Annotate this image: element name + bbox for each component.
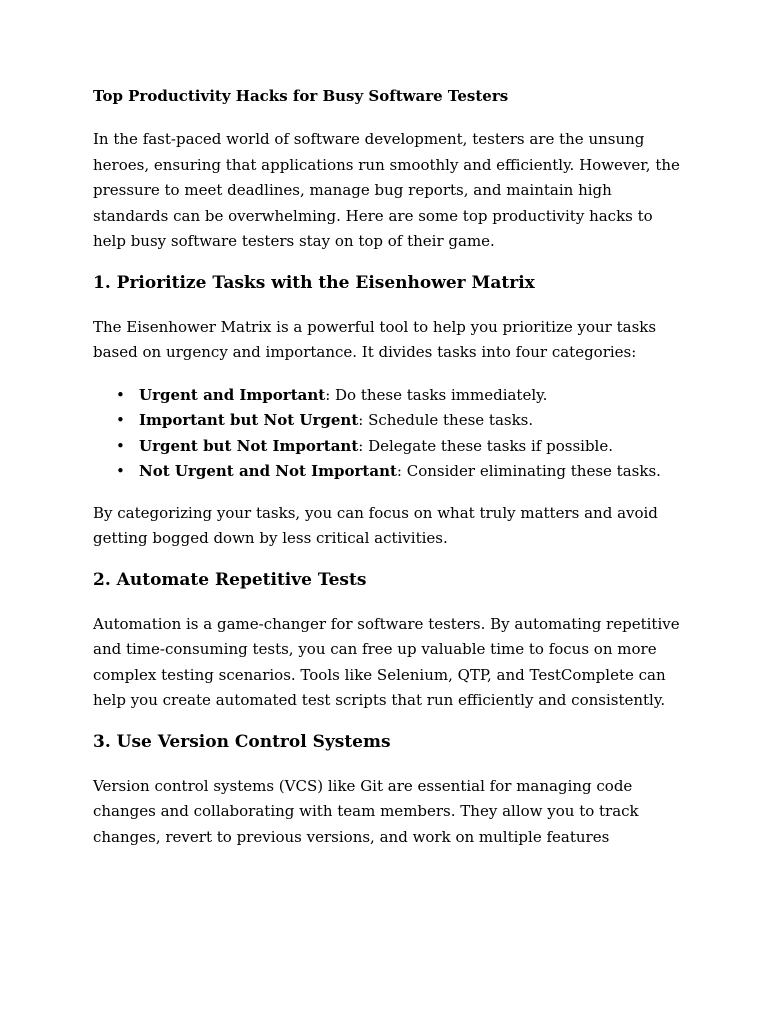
list-item-term: Important but Not Urgent — [139, 411, 359, 429]
list-item-text: : Consider eliminating these tasks. — [396, 462, 661, 480]
section-1-heading: 1. Prioritize Tasks with the Eisenhower Matrix — [93, 272, 535, 293]
section-2-heading: 2. Automate Repetitive Tests — [93, 569, 367, 590]
list-item-text: : Do these tasks immediately. — [325, 385, 548, 404]
list-item — [139, 383, 683, 409]
list-item-text: : Schedule these tasks. — [358, 411, 534, 429]
list-item-term: Urgent but Not Important — [139, 436, 359, 455]
document-page — [93, 86, 683, 867]
section-2-paragraph: Automation is a game-changer for software testers. By automating repetitive and time-consuming tests, you can free up valuable time to focus on more complex testing scenarios. Tools like Selenium, QTP, and TestComplete can help you create automated test scripts that run efficiently and consistently. — [93, 614, 680, 709]
list-item-text: : Delegate these tasks if possible. — [358, 436, 614, 455]
section-3-paragraph: Version control systems (VCS) like Git are essential for managing code changes and collaborating with team members. They allow you to track changes, revert to previous versions, and work on multiple features — [93, 776, 639, 846]
eisenhower-list — [93, 383, 683, 485]
intro-paragraph: In the fast-paced world of software development, testers are the unsung heroes, ensuring that applications run smoothly and efficiently. However, the pressure to meet deadlines, manage bug reports, and maintain high standards can be overwhelming. Here are some top productivity hacks to help busy software testers stay on top of their game. — [93, 130, 680, 250]
list-item — [139, 408, 683, 434]
list-item — [139, 434, 683, 460]
list-item-term: Not Urgent and Not Important — [139, 462, 397, 480]
list-item — [139, 459, 683, 485]
section-3-heading: 3. Use Version Control Systems — [93, 731, 391, 752]
document-title: Top Productivity Hacks for Busy Software Testers — [93, 87, 509, 105]
section-1-paragraph: The Eisenhower Matrix is a powerful tool to help you prioritize your tasks based on urgency and importance. It divides tasks into four categories: — [93, 317, 657, 361]
list-item-term: Urgent and Important — [139, 385, 326, 404]
section-1-closing-paragraph: By categorizing your tasks, you can focus on what truly matters and avoid getting bogged down by less critical activities. — [93, 503, 658, 547]
